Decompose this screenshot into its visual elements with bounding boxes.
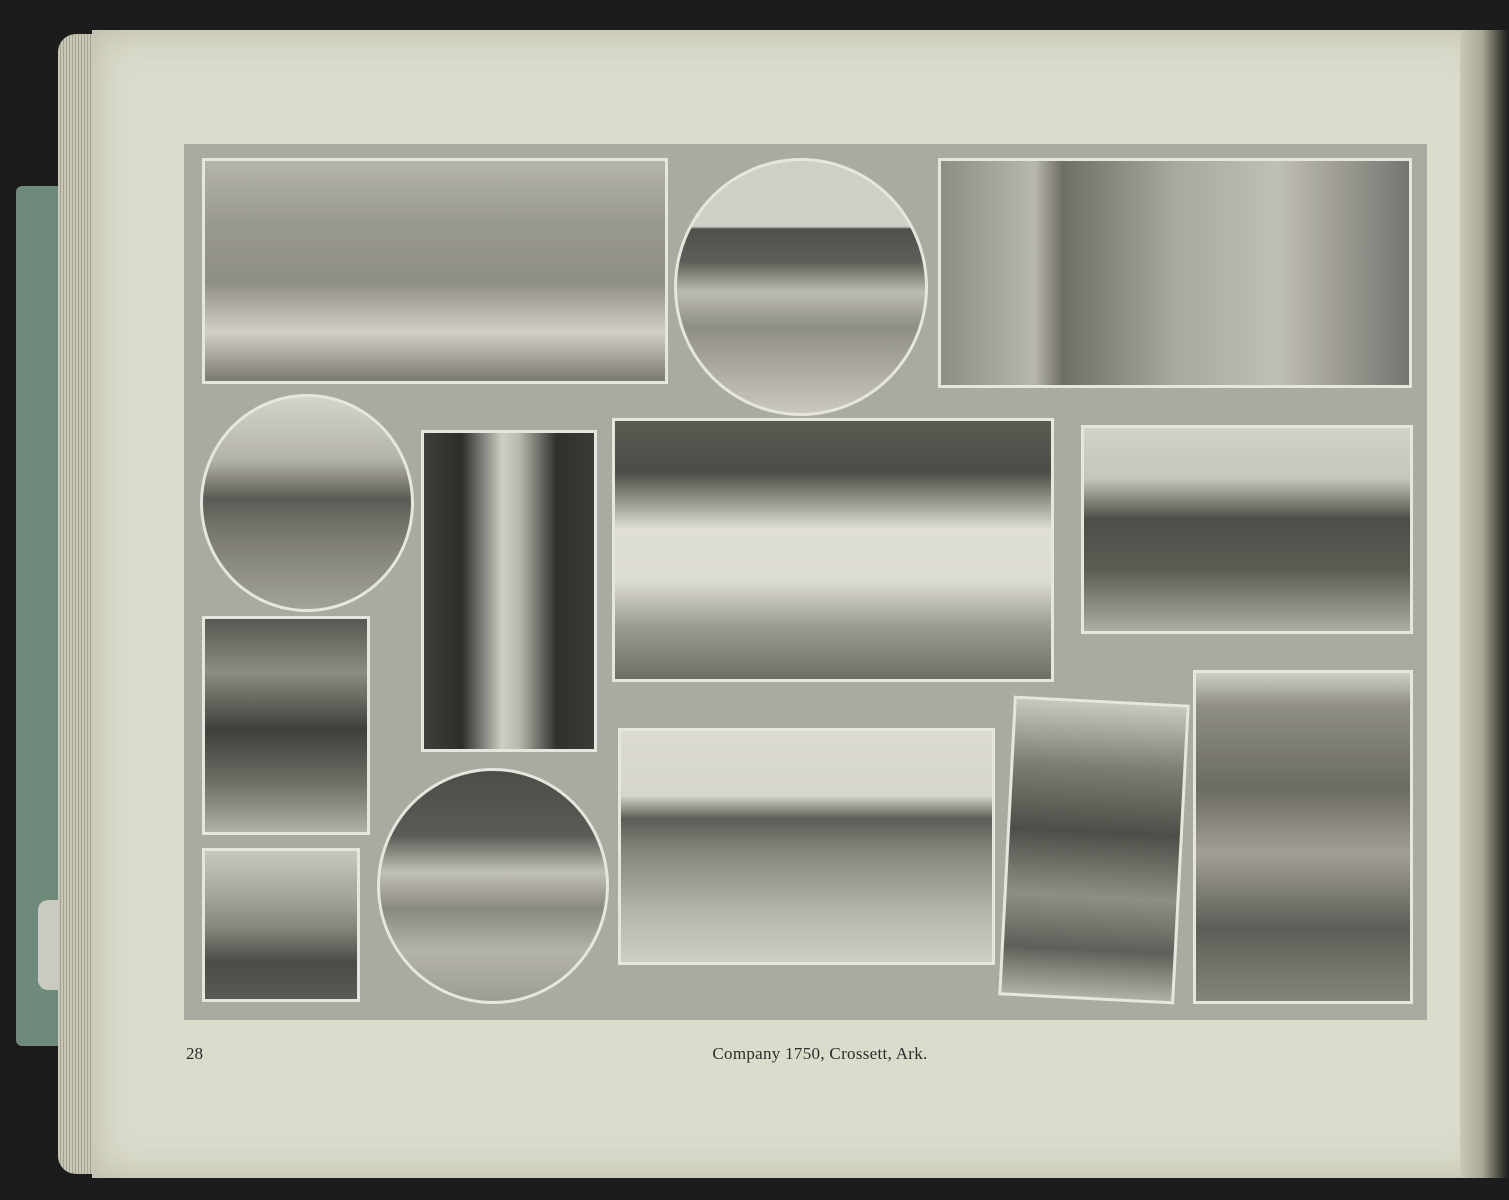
photo-two-men-portrait bbox=[202, 848, 360, 1002]
photo-men-on-stone-wall bbox=[618, 728, 995, 965]
photo-rock-quarry-workers bbox=[202, 158, 668, 384]
photo-camp-barracks-round bbox=[674, 158, 928, 416]
page-number: 28 bbox=[186, 1044, 203, 1063]
photo-camp-buildings-round bbox=[377, 768, 609, 1004]
photo-shirtless-enrollees-round bbox=[200, 394, 414, 612]
page-caption: Company 1750, Crossett, Ark. bbox=[712, 1044, 928, 1063]
photo-wheelbarrow-ride bbox=[998, 696, 1189, 1005]
photo-men-in-overalls bbox=[202, 616, 370, 835]
photo-stone-dam-construction bbox=[938, 158, 1412, 388]
book-spine bbox=[1460, 30, 1509, 1178]
photo-stone-spillway bbox=[1193, 670, 1413, 1004]
photo-forest-road bbox=[421, 430, 597, 752]
photo-group-with-cups bbox=[1081, 425, 1413, 634]
photo-officers-table bbox=[612, 418, 1054, 682]
